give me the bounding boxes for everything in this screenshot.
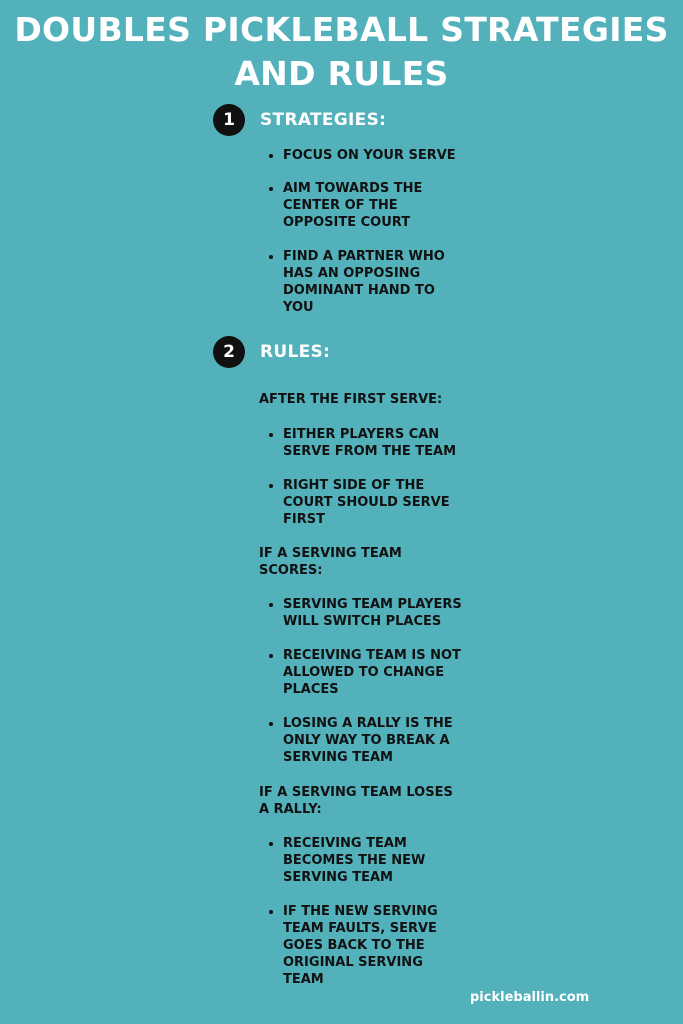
list-item: RECEIVING TEAM IS NOT ALLOWED TO CHANGE PLACES xyxy=(268,647,473,698)
rules-list xyxy=(268,426,468,460)
rules-list xyxy=(268,477,468,528)
strategies-heading: STRATEGIES: xyxy=(260,110,387,130)
section-strategies-header xyxy=(213,105,386,135)
number-badge-2: 2 xyxy=(213,336,245,368)
rules-list xyxy=(268,903,468,988)
list-item: EITHER PLAYERS CAN SERVE FROM THE TEAM xyxy=(268,426,463,460)
title-line-1: DOUBLES PICKLEBALL STRATEGIES xyxy=(14,10,669,49)
list-item: RECEIVING TEAM BECOMES THE NEW SERVING TEAM xyxy=(268,835,448,886)
rules-heading: RULES: xyxy=(260,342,331,362)
title-line-2: AND RULES xyxy=(234,54,449,93)
list-item: FOCUS ON YOUR SERVE xyxy=(268,147,468,164)
rules-subheading: IF A SERVING TEAM SCORES: xyxy=(259,546,402,578)
list-item: LOSING A RALLY IS THE ONLY WAY TO BREAK A SERVING TEAM xyxy=(268,715,473,766)
number-badge-1: 1 xyxy=(213,104,245,136)
rules-list xyxy=(268,647,468,698)
rules-list xyxy=(268,596,468,630)
section-rules-header xyxy=(213,337,330,367)
rules-subheading: IF A SERVING TEAM LOSES A RALLY: xyxy=(259,785,453,817)
strategies-list xyxy=(268,147,468,164)
list-item: IF THE NEW SERVING TEAM FAULTS, SERVE GOES BACK TO THE ORIGINAL SERVING TEAM xyxy=(268,903,453,988)
page-title xyxy=(0,8,683,96)
rules-subheading: AFTER THE FIRST SERVE: xyxy=(259,392,443,407)
list-item: SERVING TEAM PLAYERS WILL SWITCH PLACES xyxy=(268,596,473,630)
list-item: FIND A PARTNER WHO HAS AN OPPOSING DOMINANT HAND TO YOU xyxy=(268,248,458,316)
rules-list xyxy=(268,715,468,766)
strategies-list xyxy=(268,248,468,316)
list-item: RIGHT SIDE OF THE COURT SHOULD SERVE FIRST xyxy=(268,477,463,528)
rules-list xyxy=(268,835,468,886)
strategies-list xyxy=(268,180,468,231)
list-item: AIM TOWARDS THE CENTER OF THE OPPOSITE COURT xyxy=(268,180,443,231)
site-url: pickleballin.com xyxy=(470,990,590,1005)
